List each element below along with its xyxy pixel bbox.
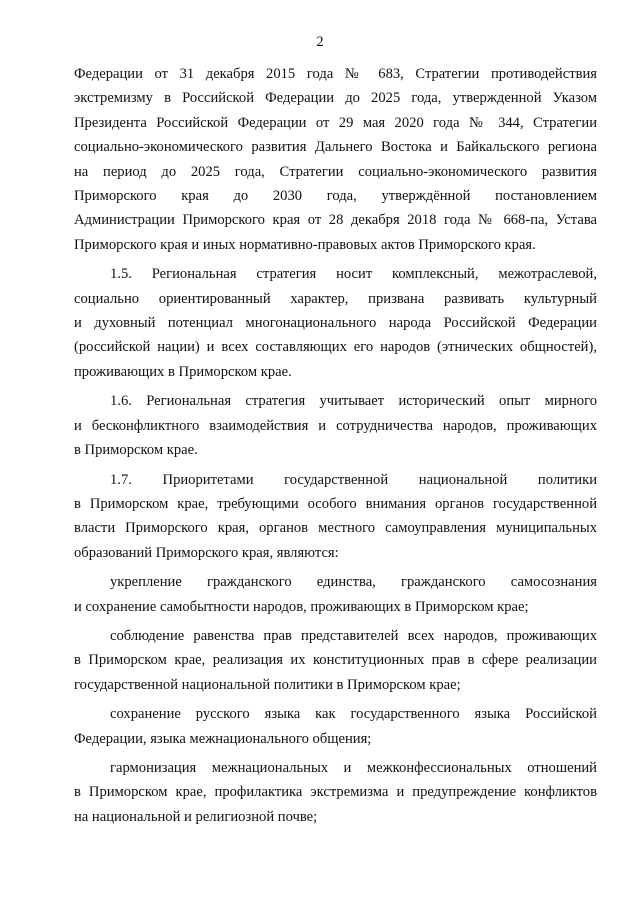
- text-line: Администрации Приморского края от 28 декабря 2018 года № 668-па, Устава: [74, 212, 597, 229]
- text-line: 1.5. Региональная стратегия носит комплексный, межотраслевой,: [110, 266, 597, 283]
- text-line: Федерации, языка межнационального общения;: [74, 730, 372, 747]
- text-line: 1.6. Региональная стратегия учитывает исторический опыт мирного: [110, 393, 597, 410]
- text-line: в Приморском крае, требующими особого внимания органов государственной: [74, 495, 597, 512]
- text-line: в Приморском крае, реализация их конституционных прав в сфере реализации: [74, 652, 597, 669]
- text-line: на национальной и религиозной почве;: [74, 808, 318, 825]
- text-line: Приморского края до 2030 года, утверждённой постановлением: [74, 188, 597, 205]
- document-body: [74, 62, 597, 834]
- text-line: (российской нации) и всех составляющих его народов (этнических общностей),: [74, 339, 597, 356]
- paragraph-priority-3: [74, 702, 597, 751]
- text-line: Приморского края и иных нормативно-правовых актов Приморского края.: [74, 236, 536, 253]
- text-line: социально ориентированный характер, призвана развивать культурный: [74, 290, 597, 307]
- text-line: образований Приморского края, являются:: [74, 544, 339, 561]
- paragraph-priority-2: [74, 624, 597, 697]
- paragraph-clause-1-6: [74, 389, 597, 462]
- text-line: гармонизация межнациональных и межконфессиональных отношений: [110, 759, 597, 776]
- paragraph-clause-1-5: [74, 262, 597, 384]
- text-line: и духовный потенциал многонационального народа Российской Федерации: [74, 315, 597, 332]
- paragraph-clause-1-7: [74, 468, 597, 566]
- text-line: сохранение русского языка как государственного языка Российской: [110, 706, 597, 723]
- text-line: на период до 2025 года, Стратегии социально-экономического развития: [74, 163, 597, 180]
- text-line: экстремизму в Российской Федерации до 2025 года, утвержденной Указом: [74, 90, 597, 107]
- page-number: 2: [316, 34, 324, 50]
- text-line: и бесконфликтного взаимодействия и сотрудничества народов, проживающих: [74, 417, 597, 434]
- text-line: в Приморском крае, профилактика экстремизма и предупреждение конфликтов: [74, 784, 597, 801]
- text-line: социально-экономического развития Дальнего Востока и Байкальского региона: [74, 139, 597, 156]
- text-line: соблюдение равенства прав представителей всех народов, проживающих: [110, 627, 597, 644]
- text-line: государственной национальной политики в Приморском крае;: [74, 676, 461, 693]
- paragraph-intro-continuation: [74, 62, 597, 257]
- paragraph-priority-4: [74, 756, 597, 829]
- paragraph-priority-1: [74, 570, 597, 619]
- text-line: Федерации от 31 декабря 2015 года № 683, Стратегии противодействия: [74, 66, 597, 82]
- text-line: и сохранение самобытности народов, проживающих в Приморском крае;: [74, 598, 529, 615]
- text-line: 1.7. Приоритетами государственной национальной политики: [110, 471, 597, 488]
- text-line: Президента Российской Федерации от 29 мая 2020 года № 344, Стратегии: [74, 114, 597, 131]
- text-line: в Приморском крае.: [74, 442, 198, 459]
- text-line: проживающих в Приморском крае.: [74, 363, 292, 380]
- text-line: укрепление гражданского единства, гражданского самосознания: [110, 574, 597, 591]
- text-line: власти Приморского края, органов местного самоуправления муниципальных: [74, 520, 597, 537]
